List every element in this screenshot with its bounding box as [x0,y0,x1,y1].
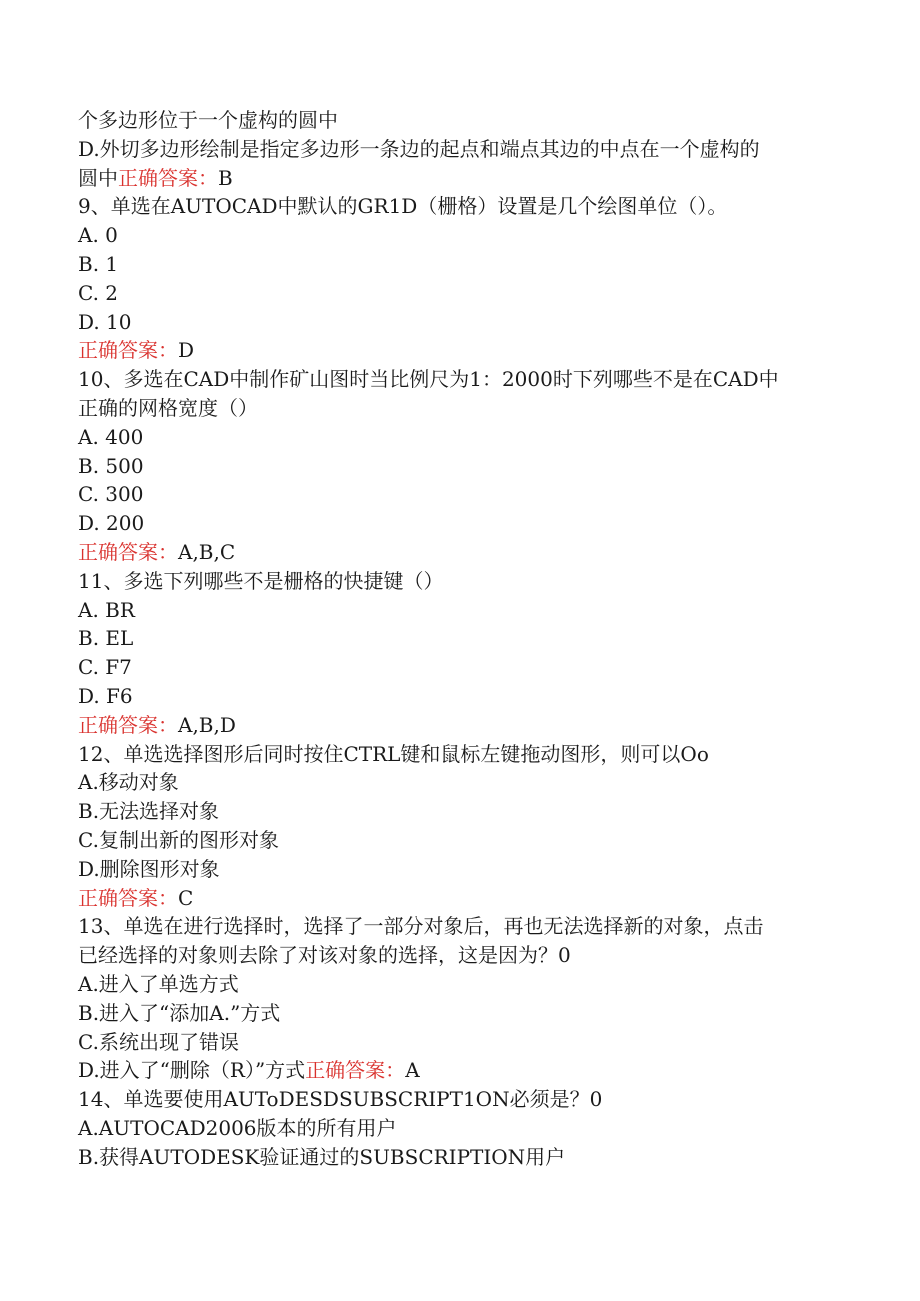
line-text: D.外切多边形绘制是指定多边形一条边的起点和端点其边的中点在一个虚构的 [78,136,760,161]
answer-line [78,884,838,913]
answer-label: 正确答案： [78,885,178,910]
text-line [78,740,838,769]
text-line [78,394,838,423]
text-line [78,567,838,596]
line-text: B.无法选择对象 [78,799,220,824]
answer-label: 正确答案： [305,1058,406,1083]
line-text: 13、单选在进行选择时，选择了一部分对象后，再也无法选择新的对象，点击 [78,914,764,939]
answer-value: A [405,1058,420,1083]
line-text: A. BR [78,597,135,622]
line-text: 11、多选下列哪些不是栅格的快捷键（） [78,568,444,593]
answer-value: B [218,165,233,190]
line-text: 12、单选选择图形后同时按住CTRL键和鼠标左键拖动图形，则可以Oo [78,741,709,766]
line-text: 圆中 [78,165,118,190]
text-line [78,1028,838,1057]
line-text: D. 200 [78,511,145,536]
line-text: 正确的网格宽度（） [78,395,258,420]
text-line [78,106,838,135]
line-text: 10、多选在CAD中制作矿山图时当比例尺为1：2000时下列哪些不是在CAD中 [78,367,779,392]
line-text: A.AUTOCAD2006版本的所有用户 [78,1115,397,1140]
line-text: 9、单选在AUTOCAD中默认的GR1D（栅格）设置是几个绘图单位（）。 [78,194,728,219]
answer-line [78,711,838,740]
answer-value: C [178,885,194,910]
text-line [78,941,838,970]
line-text: D.删除图形对象 [78,856,220,881]
document-page [78,106,838,1171]
text-line [78,279,838,308]
answer-label: 正确答案： [78,539,178,564]
text-line [78,970,838,999]
text-line [78,768,838,797]
answer-value: A,B,C [178,539,236,564]
line-text: A.进入了单选方式 [78,971,239,996]
text-line [78,797,838,826]
line-text: 14、单选要使用AUToDESDSUBSCRIPT1ON必须是？0 [78,1087,603,1112]
line-text: C. 2 [78,280,119,305]
answer-line [78,1056,838,1085]
text-line [78,192,838,221]
text-line [78,1114,838,1143]
text-line [78,682,838,711]
answer-line [78,336,838,365]
text-line [78,480,838,509]
line-text: D.进入了“删除（R）”方式 [78,1058,306,1083]
text-line [78,912,838,941]
line-text: C. F7 [78,655,132,680]
text-line [78,855,838,884]
line-text: B.获得AUTODESK验证通过的SUBSCRIPTION用户 [78,1144,566,1169]
answer-label: 正确答案： [118,165,218,190]
text-line [78,452,838,481]
text-line [78,365,838,394]
line-text: 已经选择的对象则去除了对该对象的选择，这是因为？0 [78,943,571,968]
line-text: B. 1 [78,251,119,276]
line-text: B. EL [78,626,134,651]
line-text: C.系统出现了错误 [78,1029,239,1054]
line-text: B. 500 [78,453,144,478]
line-text: B.进入了“添加A.”方式 [78,1000,281,1025]
text-line [78,1143,838,1172]
text-line [78,653,838,682]
answer-label: 正确答案： [78,712,178,737]
line-text: D. 10 [78,309,132,334]
line-text: C.复制出新的图形对象 [78,827,279,852]
text-line [78,624,838,653]
text-line [78,999,838,1028]
text-line [78,250,838,279]
answer-value: A,B,D [178,712,236,737]
line-text: A. 0 [78,223,118,248]
line-text: 个多边形位于一个虚构的圆中 [78,108,338,132]
line-text: D. F6 [78,683,133,708]
answer-line [78,164,838,193]
text-line [78,423,838,452]
text-line [78,1085,838,1114]
text-line [78,509,838,538]
text-line [78,221,838,250]
line-text: A. 400 [78,424,144,449]
text-line [78,135,838,164]
text-line [78,308,838,337]
answer-value: D [178,338,195,363]
answer-line [78,538,838,567]
text-line [78,596,838,625]
line-text: A.移动对象 [78,770,179,795]
line-text: C. 300 [78,482,144,507]
answer-label: 正确答案： [78,338,178,363]
text-line [78,826,838,855]
